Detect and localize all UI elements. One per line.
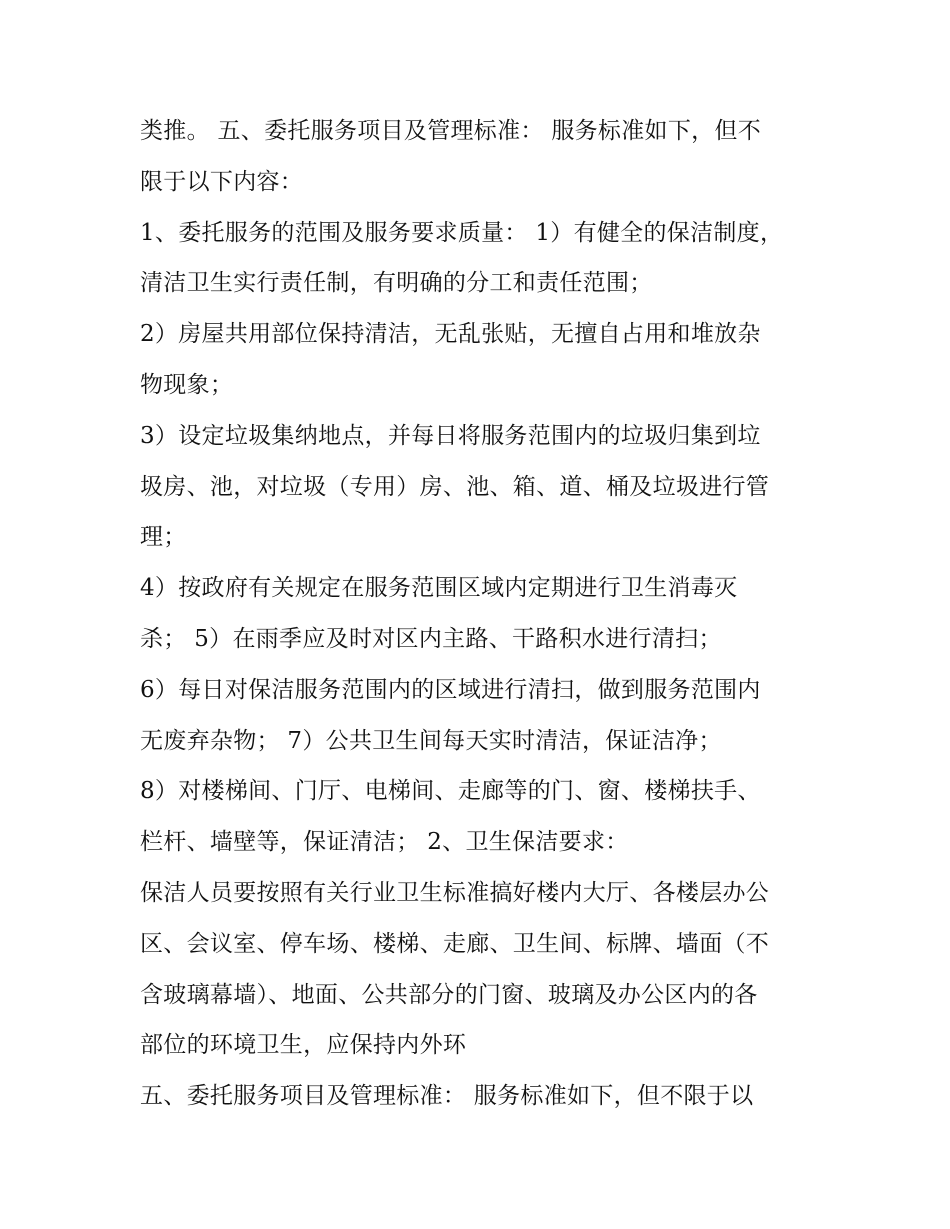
text-line: 清洁卫生实行责任制，有明确的分工和责任范围； [140,270,653,297]
text-line: 3）设定垃圾集纳地点，并每日将服务范围内的垃圾归集到垃 [140,422,761,449]
text-line: 部位的环境卫生，应保持内外环 [140,1032,467,1059]
text-line: 类推。 五、委托服务项目及管理标准： 服务标准如下，但不 [140,118,762,144]
text-line: 无废弃杂物； 7）公共卫生间每天实时清洁，保证洁净； [140,727,722,754]
text-line: 栏杆、墙壁等，保证清洁； 2、卫生保洁要求： [140,829,629,856]
text-line: 4）按政府有关规定在服务范围区域内定期进行卫生消毒灭 [140,575,738,602]
text-line: 物现象； [140,371,234,398]
text-line: 杀； 5）在雨季应及时对区内主路、干路积水进行清扫； [140,625,722,652]
text-line: 保洁人员要按照有关行业卫生标准搞好楼内大厅、各楼层办公 [140,879,770,906]
text-line: 理； [140,524,187,551]
text-line: 2）房屋共用部位保持清洁，无乱张贴，无擅自占用和堆放杂 [140,321,761,348]
text-line: 圾房、池，对垃圾（专用）房、池、箱、道、桶及垃圾进行管 [140,473,770,500]
text-line: 6）每日对保洁服务范围内的区域进行清扫，做到服务范围内 [140,676,761,703]
text-line: 8）对楼梯间、门厅、电梯间、走廊等的门、窗、楼梯扶手、 [140,778,761,805]
text-line: 限于以下内容： [140,168,304,195]
text-line: 含玻璃幕墙）、地面、公共部分的门窗、玻璃及办公区内的各 [140,981,758,1008]
document-body [140,106,820,1122]
text-line: 五、委托服务项目及管理标准： 服务标准如下，但不限于以 [140,1083,754,1110]
text-line: 区、会议室、停车场、楼梯、走廊、卫生间、标牌、墙面（不 [140,930,770,957]
text-line: 1、委托服务的范围及服务要求质量： 1）有健全的保洁制度， [140,219,784,246]
